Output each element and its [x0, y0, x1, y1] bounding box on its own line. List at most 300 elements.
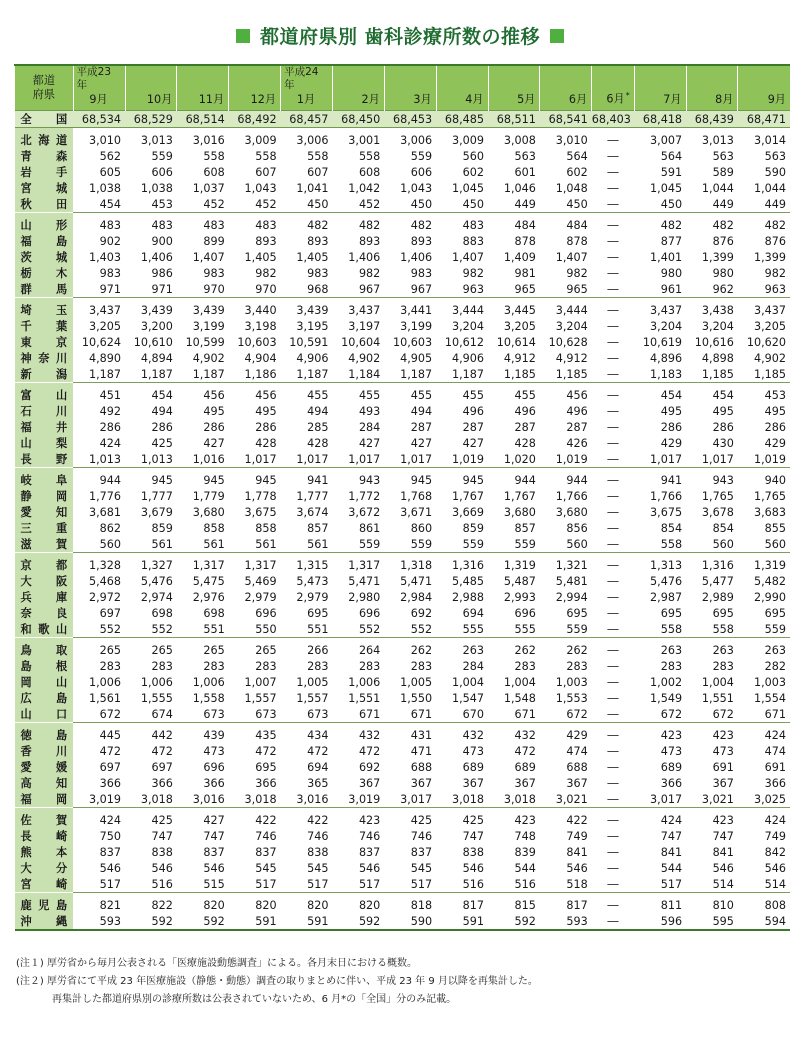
value-cell: 3,014 [738, 128, 790, 149]
value-cell: 4,905 [400, 351, 433, 365]
value-cell: 1,013 [88, 452, 121, 466]
value-cell: 893 [358, 234, 381, 248]
prefecture-name: 静岡 [15, 488, 74, 504]
value-cell: 695 [712, 606, 734, 620]
value-cell: 1,405 [296, 250, 329, 264]
value-cell: 747 [203, 829, 225, 843]
value-cell: 283 [410, 659, 433, 673]
value-cell: 1,328 [73, 553, 125, 574]
month-column-header [281, 65, 333, 111]
value-cell: 483 [125, 213, 177, 234]
value-cell: 817 [540, 893, 592, 914]
value-cell: 427 [358, 436, 381, 450]
value-cell: 367 [410, 776, 433, 790]
table-row [15, 605, 791, 621]
value-cell: 1,767 [503, 489, 536, 503]
value-cell: 68,418 [634, 111, 686, 128]
value-cell: 518 [566, 877, 588, 891]
value-cell: 3,019 [348, 792, 381, 806]
value-cell: 5,471 [348, 574, 381, 588]
value-cell: 854 [660, 521, 683, 535]
value-cell: 860 [410, 521, 433, 535]
value-cell: 1,319 [738, 553, 790, 574]
value-cell: 878 [566, 234, 588, 248]
value-cell: 3,204 [701, 319, 734, 333]
year-label: 平成23年 [76, 66, 112, 91]
value-cell: 68,511 [488, 111, 540, 128]
value-cell: 821 [73, 893, 125, 914]
value-cell: 591 [660, 165, 683, 179]
value-cell: 1,401 [650, 250, 683, 264]
value-cell: 558 [660, 622, 683, 636]
value-cell: 283 [255, 659, 277, 673]
value-cell: 423 [686, 723, 738, 744]
value-cell: ― [607, 622, 619, 636]
value-cell: 748 [514, 829, 536, 843]
value-cell: 672 [566, 707, 588, 721]
value-cell: ― [607, 537, 619, 551]
value-cell: 838 [307, 845, 329, 859]
value-cell: 449 [712, 197, 734, 211]
table-body [15, 111, 791, 931]
value-cell: 696 [255, 606, 277, 620]
table-row [15, 451, 791, 468]
value-cell: 820 [229, 893, 281, 914]
value-cell: 427 [410, 436, 433, 450]
prefecture-name: 埼玉 [15, 298, 74, 319]
value-cell: 472 [358, 744, 381, 758]
value-cell: 424 [738, 808, 790, 829]
value-cell: 263 [634, 638, 686, 659]
value-cell: 429 [660, 436, 683, 450]
value-cell: 861 [358, 521, 381, 535]
value-cell: 1,005 [296, 675, 329, 689]
value-cell: 10,603 [237, 335, 277, 349]
prefecture-name: 三重 [15, 520, 74, 536]
value-cell: 1,043 [400, 181, 433, 195]
value-cell: 423 [686, 808, 738, 829]
value-cell: 858 [203, 521, 225, 535]
value-cell: 893 [255, 234, 277, 248]
table-row [15, 876, 791, 893]
value-cell: 366 [99, 776, 121, 790]
value-cell: 562 [99, 149, 121, 163]
value-cell: 3,018 [244, 792, 277, 806]
value-cell: 3,438 [686, 298, 738, 319]
value-cell: 2,988 [451, 590, 485, 604]
value-cell: 68,534 [73, 111, 125, 128]
value-cell: 517 [307, 877, 329, 891]
value-cell: 1,399 [701, 250, 734, 264]
value-cell: 696 [514, 606, 536, 620]
value-cell: 696 [358, 606, 381, 620]
value-cell: 423 [488, 808, 540, 829]
value-cell: 1,409 [503, 250, 536, 264]
value-cell: 560 [764, 537, 786, 551]
value-cell: 544 [514, 861, 536, 875]
prefecture-name: 和歌山 [15, 621, 74, 638]
value-cell: 449 [764, 197, 786, 211]
month-label: 4月 [465, 93, 484, 106]
value-cell: 1,399 [753, 250, 786, 264]
value-cell: 3,671 [400, 505, 433, 519]
value-cell: 434 [281, 723, 333, 744]
value-cell: 450 [307, 197, 329, 211]
value-cell: 595 [686, 913, 738, 930]
value-cell: 3,204 [451, 319, 485, 333]
value-cell: 962 [712, 282, 734, 296]
value-cell: 559 [151, 149, 173, 163]
value-cell: 3,441 [384, 298, 436, 319]
prefecture-name: 岩手 [15, 164, 74, 180]
value-cell: 1,776 [88, 489, 121, 503]
value-cell: 427 [177, 808, 229, 829]
value-cell: 608 [358, 165, 381, 179]
value-cell: 3,675 [244, 505, 277, 519]
value-cell: 559 [358, 537, 381, 551]
value-cell: 285 [307, 420, 329, 434]
value-cell: 1,407 [192, 250, 225, 264]
value-cell: 2,979 [296, 590, 329, 604]
value-cell: 1,407 [555, 250, 588, 264]
value-cell: 453 [151, 197, 173, 211]
value-cell: 1,006 [88, 675, 121, 689]
value-cell: 425 [125, 808, 177, 829]
value-cell: 971 [99, 282, 121, 296]
value-cell: 673 [307, 707, 329, 721]
month-column-header [634, 65, 686, 111]
value-cell: 1,317 [332, 553, 384, 574]
value-cell: 1,768 [400, 489, 433, 503]
value-cell: 2,987 [650, 590, 683, 604]
value-cell: 4,894 [140, 351, 173, 365]
value-cell: 546 [566, 861, 588, 875]
value-cell: 564 [660, 149, 683, 163]
value-cell: 1,046 [503, 181, 536, 195]
value-cell: 695 [566, 606, 588, 620]
value-cell: ― [607, 861, 619, 875]
value-cell: 692 [358, 760, 381, 774]
value-cell: 943 [332, 468, 384, 489]
value-cell: 517 [99, 877, 121, 891]
value-cell: 697 [99, 606, 121, 620]
value-cell: 3,444 [540, 298, 592, 319]
prefecture-name: 宮城 [15, 180, 74, 196]
value-cell: 472 [307, 744, 329, 758]
table-row [15, 775, 791, 791]
value-cell: 1,019 [451, 452, 485, 466]
value-cell: 492 [99, 404, 121, 418]
value-cell: 837 [203, 845, 225, 859]
value-cell: 5,481 [555, 574, 588, 588]
value-cell: 422 [281, 808, 333, 829]
value-cell: 450 [462, 197, 485, 211]
value-cell: 546 [462, 861, 485, 875]
value-cell: 3,008 [488, 128, 540, 149]
value-cell: 3,018 [503, 792, 536, 806]
value-cell: 696 [203, 760, 225, 774]
value-cell: 482 [281, 213, 333, 234]
value-cell: 2,993 [503, 590, 536, 604]
value-cell: 1,185 [503, 367, 536, 381]
prefecture-name: 全国 [15, 111, 74, 128]
value-cell: 5,468 [88, 574, 121, 588]
value-cell: 424 [99, 436, 121, 450]
value-cell: 283 [660, 659, 683, 673]
value-cell: 689 [660, 760, 683, 774]
value-cell: 445 [73, 723, 125, 744]
value-cell: 3,018 [451, 792, 485, 806]
value-cell: 455 [436, 383, 488, 404]
value-cell: 1,547 [451, 691, 485, 705]
value-cell: 3,439 [125, 298, 177, 319]
table-row [15, 674, 791, 690]
value-cell: 473 [203, 744, 225, 758]
total-row [15, 111, 791, 128]
value-cell: 474 [764, 744, 786, 758]
value-cell: 747 [712, 829, 734, 843]
value-cell: ― [607, 266, 619, 280]
table-row [15, 844, 791, 860]
value-cell: 514 [764, 877, 786, 891]
note-2-continued: 再集計した都道府県別の診療所数は公表されていないため、6 月*の「全国」分のみ記載。 [52, 994, 457, 1005]
value-cell: 963 [462, 282, 485, 296]
prefecture-name: 奈良 [15, 605, 74, 621]
value-cell: 423 [332, 808, 384, 829]
value-cell: 552 [358, 622, 381, 636]
value-cell: 1,779 [192, 489, 225, 503]
value-cell: ― [592, 128, 634, 149]
value-cell: 10,604 [341, 335, 381, 349]
value-cell: 3,021 [555, 792, 588, 806]
value-cell: 514 [712, 877, 734, 891]
value-cell: 605 [99, 165, 121, 179]
value-cell: 1,020 [503, 452, 536, 466]
value-cell: 483 [177, 213, 229, 234]
value-cell: 5,471 [400, 574, 433, 588]
value-cell: 422 [540, 808, 592, 829]
value-cell: 558 [660, 537, 683, 551]
value-cell: 559 [462, 537, 485, 551]
prefecture-name: 香川 [15, 743, 74, 759]
value-cell: 366 [151, 776, 173, 790]
value-cell: 263 [686, 638, 738, 659]
value-cell: 430 [712, 436, 734, 450]
value-cell: 963 [764, 282, 786, 296]
value-cell: 283 [151, 659, 173, 673]
value-cell: 1,321 [540, 553, 592, 574]
value-cell: 455 [281, 383, 333, 404]
value-cell: 688 [566, 760, 588, 774]
value-cell: 592 [488, 913, 540, 930]
value-cell: 591 [229, 913, 281, 930]
value-cell: 961 [660, 282, 683, 296]
value-cell: 5,476 [140, 574, 173, 588]
value-cell: 746 [410, 829, 433, 843]
month-column-header [332, 65, 384, 111]
value-cell: 10,610 [133, 335, 173, 349]
value-cell: ― [607, 197, 619, 211]
value-cell: 944 [73, 468, 125, 489]
table-row [15, 334, 791, 350]
value-cell: 1,005 [400, 675, 433, 689]
value-cell: 265 [125, 638, 177, 659]
value-cell: 945 [384, 468, 436, 489]
value-cell: 945 [229, 468, 281, 489]
value-cell: 449 [514, 197, 536, 211]
value-cell: 965 [514, 282, 536, 296]
value-cell: 1,406 [348, 250, 381, 264]
value-cell: 10,599 [185, 335, 225, 349]
prefecture-name: 京都 [15, 553, 74, 574]
value-cell: ― [592, 383, 634, 404]
value-cell: 594 [738, 913, 790, 930]
value-cell: 558 [358, 149, 381, 163]
value-cell: 1,555 [140, 691, 173, 705]
value-cell: 673 [255, 707, 277, 721]
value-cell: 2,976 [192, 590, 225, 604]
value-cell: 1,318 [384, 553, 436, 574]
value-cell: 838 [151, 845, 173, 859]
value-cell: 983 [203, 266, 225, 280]
value-cell: 5,469 [244, 574, 277, 588]
value-cell: 945 [436, 468, 488, 489]
value-cell: 263 [436, 638, 488, 659]
value-cell: 1,043 [244, 181, 277, 195]
value-cell: 367 [358, 776, 381, 790]
value-cell: 3,017 [650, 792, 683, 806]
value-cell: 1,558 [192, 691, 225, 705]
value-cell: 1,017 [244, 452, 277, 466]
value-cell: 495 [203, 404, 225, 418]
value-cell: 3,678 [701, 505, 734, 519]
value-cell: 1,017 [701, 452, 734, 466]
value-cell: 672 [712, 707, 734, 721]
value-cell: 4,902 [348, 351, 381, 365]
value-cell: 876 [764, 234, 786, 248]
value-cell: 4,912 [555, 351, 588, 365]
value-cell: ― [592, 638, 634, 659]
value-cell: 265 [177, 638, 229, 659]
value-cell: 555 [462, 622, 485, 636]
value-cell: 3,197 [348, 319, 381, 333]
month-label: 2月 [361, 93, 380, 106]
value-cell: 425 [384, 808, 436, 829]
value-cell: 1,045 [451, 181, 485, 195]
table-row [15, 723, 791, 744]
value-cell: 967 [410, 282, 433, 296]
value-cell: 1,042 [348, 181, 381, 195]
value-cell: 839 [514, 845, 536, 859]
value-cell: 811 [634, 893, 686, 914]
value-cell: 68,403 [592, 111, 634, 128]
value-cell: ― [607, 404, 619, 418]
value-cell: 694 [462, 606, 485, 620]
value-cell: 1,013 [140, 452, 173, 466]
value-cell: 1,765 [701, 489, 734, 503]
value-cell: 432 [488, 723, 540, 744]
value-cell: 5,482 [753, 574, 786, 588]
value-cell: 1,772 [348, 489, 381, 503]
value-cell: 560 [99, 537, 121, 551]
value-cell: 367 [712, 776, 734, 790]
value-cell: 698 [151, 606, 173, 620]
table-row [15, 468, 791, 489]
value-cell: 516 [462, 877, 485, 891]
month-label: 9月 [89, 93, 108, 106]
value-cell: 561 [203, 537, 225, 551]
table-row [15, 213, 791, 234]
value-cell: 3,018 [140, 792, 173, 806]
value-cell: 560 [566, 537, 588, 551]
value-cell: 283 [566, 659, 588, 673]
value-cell: 68,514 [177, 111, 229, 128]
value-cell: 283 [203, 659, 225, 673]
value-cell: 1,045 [650, 181, 683, 195]
value-cell: 473 [660, 744, 683, 758]
month-column-header [384, 65, 436, 111]
year-label: 平成24年 [284, 66, 319, 91]
value-cell: 671 [514, 707, 536, 721]
value-cell: 608 [203, 165, 225, 179]
table-row [15, 536, 791, 553]
value-cell: 941 [634, 468, 686, 489]
value-cell: 3,680 [192, 505, 225, 519]
prefecture-name: 愛媛 [15, 759, 74, 775]
prefecture-name: 富山 [15, 383, 74, 404]
table-row [15, 893, 791, 914]
value-cell: 496 [566, 404, 588, 418]
value-cell: 425 [151, 436, 173, 450]
value-cell: 965 [566, 282, 588, 296]
value-cell: 822 [125, 893, 177, 914]
value-cell: 10,624 [81, 335, 121, 349]
table-row [15, 164, 791, 180]
value-cell: ― [607, 574, 619, 588]
value-cell: 494 [307, 404, 329, 418]
value-cell: 980 [660, 266, 683, 280]
prefecture-name: 長崎 [15, 828, 74, 844]
value-cell: ― [592, 808, 634, 829]
value-cell: 68,471 [738, 111, 790, 128]
value-cell: 749 [566, 829, 588, 843]
value-cell: 944 [540, 468, 592, 489]
table-row [15, 808, 791, 829]
value-cell: 983 [410, 266, 433, 280]
value-cell: 5,476 [650, 574, 683, 588]
value-cell: 3,672 [348, 505, 381, 519]
prefecture-name: 広島 [15, 690, 74, 706]
value-cell: 439 [177, 723, 229, 744]
value-cell: 428 [307, 436, 329, 450]
value-cell: 1,185 [555, 367, 588, 381]
value-cell: 1,187 [296, 367, 329, 381]
value-cell: 3,437 [634, 298, 686, 319]
value-cell: 1,407 [451, 250, 485, 264]
value-cell: ― [607, 675, 619, 689]
value-cell: ― [607, 659, 619, 673]
value-cell: 3,205 [503, 319, 536, 333]
prefecture-name: 徳島 [15, 723, 74, 744]
asterisk-mark: * [625, 91, 630, 101]
value-cell: 838 [462, 845, 485, 859]
value-cell: 1,766 [555, 489, 588, 503]
value-cell: 559 [514, 537, 536, 551]
value-cell: 283 [712, 659, 734, 673]
value-cell: 858 [255, 521, 277, 535]
value-cell: 482 [384, 213, 436, 234]
value-cell: 856 [566, 521, 588, 535]
